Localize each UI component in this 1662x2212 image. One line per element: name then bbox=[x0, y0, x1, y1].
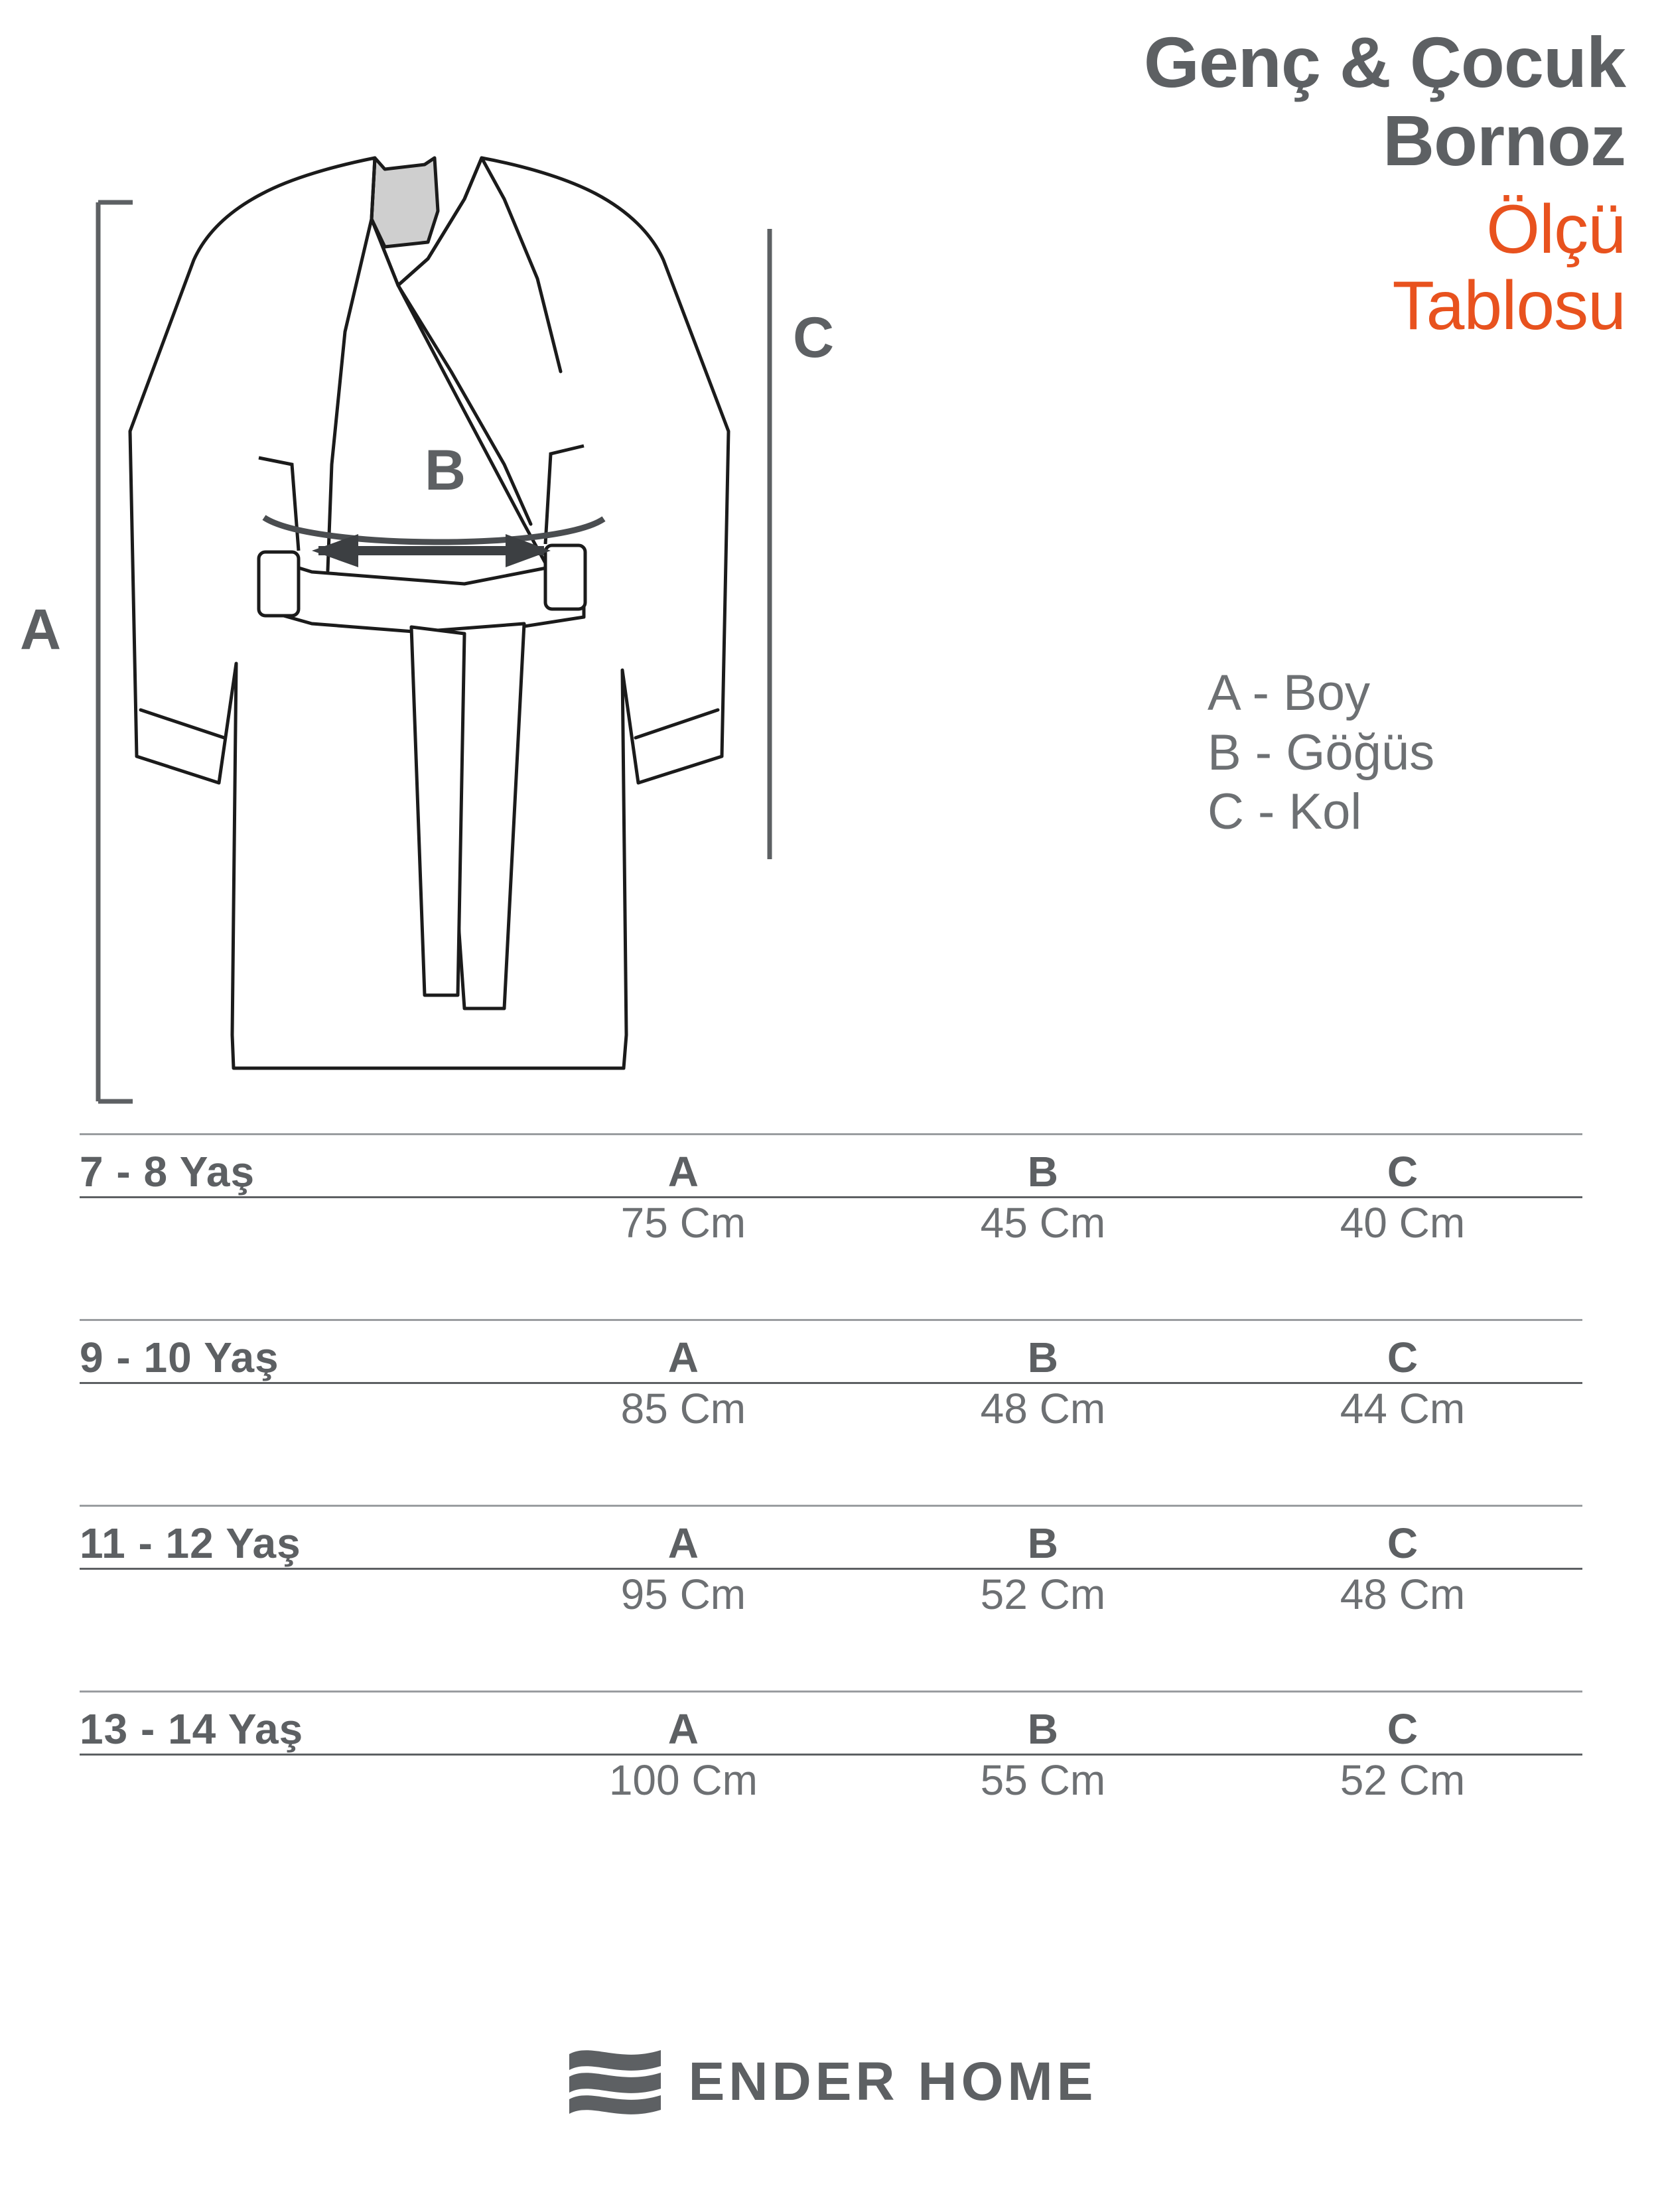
age-label: 13 - 14 Yaş bbox=[80, 1705, 304, 1753]
legend bbox=[1208, 663, 1632, 842]
value-b: 52 Cm bbox=[980, 1570, 1106, 1618]
column-header-b: B bbox=[1027, 1148, 1059, 1196]
value-a: 100 Cm bbox=[608, 1756, 758, 1804]
table-row bbox=[0, 1691, 1662, 1876]
column-header-c: C bbox=[1387, 1705, 1419, 1753]
footer-brand bbox=[0, 2043, 1662, 2120]
row-header bbox=[0, 1135, 1662, 1196]
row-header bbox=[0, 1693, 1662, 1754]
page-title-line1: Genç & Çocuk bbox=[1143, 22, 1626, 102]
value-a: 85 Cm bbox=[620, 1385, 746, 1432]
legend-item-b: B - Göğüs bbox=[1208, 724, 1435, 781]
header-titles bbox=[882, 22, 1626, 345]
value-a: 95 Cm bbox=[620, 1570, 746, 1618]
table-row bbox=[0, 1319, 1662, 1505]
page-subtitle-line1: Ölçü bbox=[1486, 191, 1626, 268]
column-header-c: C bbox=[1387, 1148, 1419, 1196]
diagram-label-c: C bbox=[793, 306, 835, 370]
row-values bbox=[0, 1756, 1662, 1829]
value-c: 44 Cm bbox=[1340, 1385, 1466, 1432]
column-header-a: A bbox=[667, 1334, 699, 1381]
page-title-line2: Bornoz bbox=[1383, 100, 1626, 180]
bathrobe-illustration bbox=[0, 0, 876, 1141]
value-c: 48 Cm bbox=[1340, 1570, 1466, 1618]
table-row bbox=[0, 1505, 1662, 1691]
row-header bbox=[0, 1321, 1662, 1382]
age-label: 11 - 12 Yaş bbox=[80, 1519, 301, 1567]
value-b: 48 Cm bbox=[980, 1385, 1106, 1432]
age-label: 7 - 8 Yaş bbox=[80, 1148, 255, 1196]
diagram-label-a: A bbox=[20, 598, 62, 661]
value-a: 75 Cm bbox=[620, 1199, 746, 1247]
legend-item-c: C - Kol bbox=[1208, 784, 1362, 841]
column-header-b: B bbox=[1027, 1334, 1059, 1381]
age-label: 9 - 10 Yaş bbox=[80, 1334, 279, 1381]
diagram-label-b: B bbox=[425, 439, 466, 502]
value-c: 40 Cm bbox=[1340, 1199, 1466, 1247]
row-values bbox=[0, 1384, 1662, 1457]
row-values bbox=[0, 1198, 1662, 1271]
column-header-b: B bbox=[1027, 1705, 1059, 1753]
column-header-a: A bbox=[667, 1705, 699, 1753]
table-row bbox=[0, 1133, 1662, 1319]
column-header-a: A bbox=[667, 1148, 699, 1196]
value-b: 45 Cm bbox=[980, 1199, 1106, 1247]
column-header-b: B bbox=[1027, 1519, 1059, 1567]
value-c: 52 Cm bbox=[1340, 1756, 1466, 1804]
value-b: 55 Cm bbox=[980, 1756, 1106, 1804]
size-table bbox=[0, 1133, 1662, 1876]
row-header bbox=[0, 1507, 1662, 1568]
column-header-c: C bbox=[1387, 1334, 1419, 1381]
brand-name: ENDER HOME bbox=[688, 2051, 1097, 2112]
measure-bracket-a bbox=[98, 202, 133, 1101]
wave-logo-icon bbox=[565, 2043, 665, 2120]
column-header-c: C bbox=[1387, 1519, 1419, 1567]
column-header-a: A bbox=[667, 1519, 699, 1567]
row-values bbox=[0, 1570, 1662, 1643]
legend-item-a: A - Boy bbox=[1208, 665, 1370, 721]
page-subtitle-line2: Tablosu bbox=[1392, 267, 1626, 345]
